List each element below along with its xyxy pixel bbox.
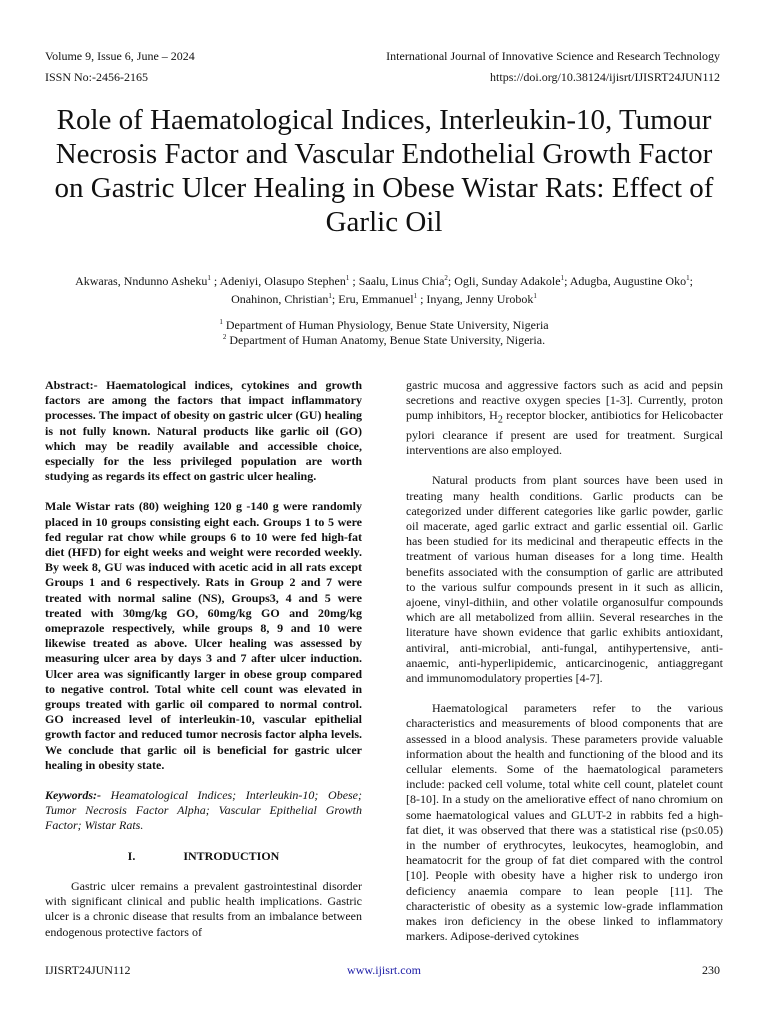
journal-volume: Volume 9, Issue 6, June – 2024 bbox=[45, 49, 195, 63]
journal-issn: ISSN No:-2456-2165 bbox=[45, 70, 149, 84]
footer-paper-code: IJISRT24JUN112 bbox=[45, 963, 131, 977]
abstract-paragraph: Abstract:- Haematological indices, cytokines and growth factors are among the factors that impact inflammatory processes. The impact of obesity on gastric ulcer (GU) healing is not fully known. Natural products like garlic oil (GO) which may be readily available and accessible choice, especially for the less privileged population are worth studying as regards its effect on gastric ulcer healing. bbox=[45, 378, 362, 484]
right-column bbox=[406, 378, 723, 945]
author: Inyang, Jenny Urobok$^1$ bbox=[426, 292, 537, 306]
author: Saalu, Linus Chia$^2$; bbox=[358, 274, 455, 288]
journal-name: International Journal of Innovative Science and Research Technology bbox=[386, 49, 720, 63]
paper-title: Role of Haematological Indices, Interleukin-10, Tumour Necrosis Factor and Vascular Endothelial Growth Factor on Gastric Ulcer Healing in Obese Wistar Rats: Effect of Garlic Oil bbox=[54, 104, 714, 238]
footer-website-link[interactable]: www.ijisrt.com bbox=[347, 963, 421, 977]
keywords-label: Keywords:- bbox=[45, 788, 101, 803]
body-paragraph: gastric mucosa and aggressive factors such as acid and pepsin secretions and reactive oxygen species [1-3]. Currently, proton pump inhibitors, $H_2$ receptor blocker, antibiotics for Helicobacter pylori clearance if present are used for treatment. Surgical interventions are also employed. bbox=[406, 378, 723, 458]
author: Adugba, Augustine Oko$^1$; bbox=[569, 274, 693, 288]
affiliation: $^2$ Department of Human Anatomy, Benue State University, Nigeria. bbox=[222, 333, 546, 347]
author: Adeniyi, Olasupo Stephen$^1$ ; bbox=[219, 274, 359, 288]
keywords bbox=[45, 788, 362, 834]
body-paragraph: Haematological parameters refer to the various characteristics and measurements of blood components that are assessed in a blood analysis. These parameters provide valuable information about the health and functioning of the blood and its cellular elements. Some of the haematological parameters include: packed cell volume, total white cell count, platelet count [8-10]. In a study on the ameliorative effect of nano chromium on some haematological values and GLUT-2 in rabbits fed a high- fat diet, it was observed that there was a statistical rise (p≤0.05) in the number of erythrocytes, leukocytes, heamoglobin, and heamatocrit for the group of fat diet compared with the control [10]. People with obesity have a higher risk to undergo iron deficiency anaemia compare to lean people [11]. The characteristic of obesity as a systemic low-grade inflammation makes iron deficiency in the obese linked to inflammatory markers. Adipose-derived cytokines bbox=[406, 701, 723, 944]
affiliation-list bbox=[45, 318, 723, 348]
keywords-text: Heamatological Indices; Interleukin-10; Obese; Tumor Necrosis Factor Alpha; Vascular Epithelial Growth Factor; Wistar Rats. bbox=[45, 788, 363, 833]
author: Akwaras, Nndunno Asheku$^1$ ; bbox=[75, 274, 220, 288]
author: Ogli, Sunday Adakole$^1$; bbox=[454, 274, 570, 288]
intro-paragraph: Gastric ulcer remains a prevalent gastrointestinal disorder with significant clinical and public health implications. Gastric ulcer is a chronic disease that results from an imbalance between endogenous protective factors of bbox=[45, 878, 362, 939]
author: Onahinon, Christian$^1$; bbox=[231, 292, 339, 306]
author-list bbox=[50, 272, 718, 308]
page-number: 230 bbox=[702, 963, 720, 977]
abstract-paragraph: Male Wistar rats (80) weighing 120 g -140 g were randomly placed in 10 groups consisting eight each. Groups 1 to 5 were fed regular rat chow while groups 6 to 10 were fed high-fat diet (HFD) for eight weeks and weight were recorded weekly. By week 8, GU was induced with acetic acid in all rats except Groups 1 and 6 respectively. Rats in Group 2 and 7 were treated with normal saline (NS), Groups3, 4 and 5 were treated with 30mg/kg GO, 60mg/kg GO and 20mg/kg omeprazole respectively, while groups 8, 9 and 10 were likewise treated as above. Ulcer healing was assessed by measuring ulcer area by days 3 and 7 after ulcer induction. Ulcer area was significantly larger in obese group compared to negative control. Total white cell count was elevated in groups treated with garlic oil compared to normal control. GO increased level of interleukin-10, vascular epithelial growth factor and reduced tumor necrosis factor alpha levels. We conclude that garlic oil is beneficial for gastric ulcer healing in obesity state. bbox=[45, 499, 362, 772]
doi-link[interactable]: https://doi.org/10.38124/ijisrt/IJISRT24JUN112 bbox=[490, 70, 720, 84]
section-heading: I. INTRODUCTION bbox=[127, 848, 280, 863]
body-paragraph: Natural products from plant sources have been used in treating many health conditions. Garlic products can be categorized under different categories like garlic powder, garlic oil macerate, aged garlic extract and garlic essential oil. Garlic has been studied for its medicinal and therapeutic effects in the treatment of various human diseases for a long time. Health benefits associated with the consumption of garlic are attributed to the various sulfur compounds present in it such as allicin, ajoene, vinyl-dithiin, and other volatile organosulfur compounds which are all metabolized from alliin. Several researches in the literature have shown evidence that garlic exhibits antioxidant, antiviral, anti-microbial, anti-fungal, antihypertensive, anti-anaemic, anti-hyperlipidemic, anticarcinogenic, antiaggregant and immunomodulatory properties [4-7]. bbox=[406, 473, 723, 686]
left-column bbox=[45, 378, 362, 940]
affiliation: $^1$ Department of Human Physiology, Benue State University, Nigeria bbox=[219, 318, 549, 332]
author: Eru, Emmanuel$^1$ ; bbox=[338, 292, 424, 306]
